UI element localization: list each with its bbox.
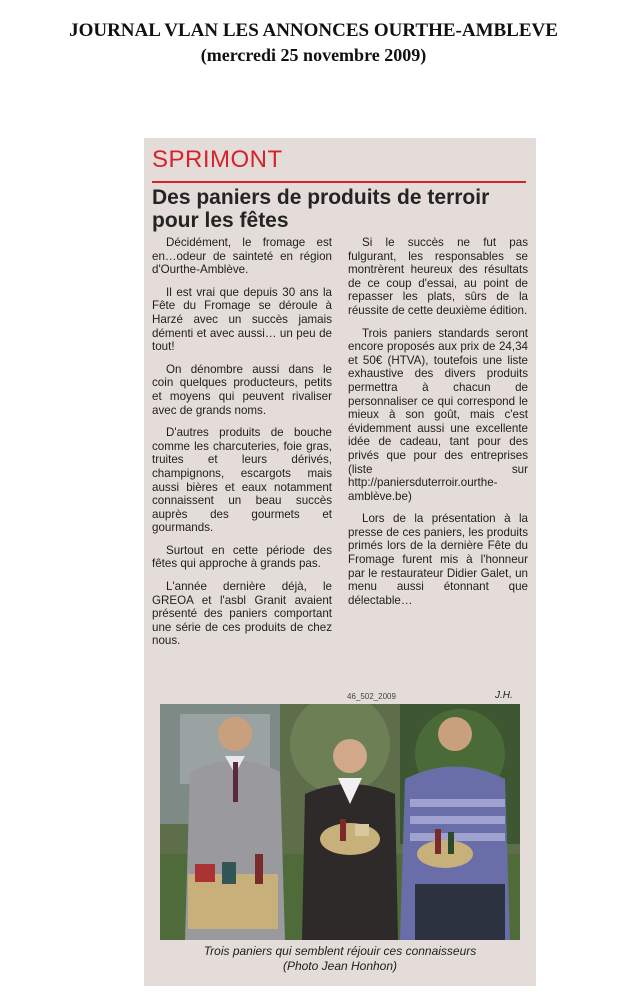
article-headline: Des paniers de produits de terroir pour les fêtes xyxy=(152,186,490,232)
article-column-left xyxy=(152,236,332,708)
photo-caption: Trois paniers qui semblent réjouir ces connaisseurs xyxy=(203,944,477,958)
paragraph: On dénombre aussi dans le coin quelques producteurs, petits et moyens qui peuvent rivaliser avec de grands noms. xyxy=(152,362,332,417)
article-body xyxy=(152,236,528,708)
paragraph: Il est vrai que depuis 30 ans la Fête du Fromage se déroule à Harzé avec un succès jamais démenti et avec aussi… un peu de tout! xyxy=(152,285,332,354)
paragraph: Lors de la présentation à la presse de ces paniers, les produits primés lors de la dernière Fête du Fromage furent mis à l'honneur par le restaurateur Didier Galet, un menu aussi étonnant que délectable… xyxy=(348,512,528,607)
article-photo xyxy=(160,704,520,940)
paragraph: D'autres produits de bouche comme les charcuteries, foie gras, truites et leurs dérivés, champignons, escargots mais aussi bières et eaux notamment connaissent un beau succès auprès des gourmets et gourmands. xyxy=(152,426,332,535)
paragraph: Si le succès ne fut pas fulgurant, les responsables se montrèrent heureux des résultats de ce coup d'essai, au point de repasser les plats, sûrs de la réussite de cette deuxième édition. xyxy=(348,236,528,317)
photo-credit: (Photo Jean Honhon) xyxy=(282,959,398,973)
section-label: SPRIMONT xyxy=(152,146,283,173)
article-column-right xyxy=(348,236,528,708)
newspaper-clipping xyxy=(144,138,536,986)
paragraph: Décidément, le fromage est en…odeur de sainteté en région d'Ourthe-Amblève. xyxy=(152,236,332,277)
journal-title: JOURNAL VLAN LES ANNONCES OURTHE-AMBLEVE xyxy=(69,20,558,41)
paragraph: Trois paniers standards seront encore proposés aux prix de 24,34 et 50€ (HTVA), toutefois une liste exhaustive des divers produits permettra à chacun de personnaliser ce qui correspond le mieux à son goût, mais c'est évidemment aussi une excellente idée de cadeau, tant pour des privés que pour des entreprises (liste sur http://paniersduterroir.ourthe-amblève.be) xyxy=(348,326,528,503)
author-signature: J.H. xyxy=(495,690,513,701)
section-rule xyxy=(152,181,526,183)
paragraph: L'année dernière déjà, le GREOA et l'asbl Granit avaient présenté des paniers comportant une série de ces produits de chez nous. xyxy=(152,580,332,648)
paragraph: Surtout en cette période des fêtes qui approche à grands pas. xyxy=(152,543,332,571)
publication-date: (mercredi 25 novembre 2009) xyxy=(200,45,427,65)
reference-code: 46_502_2009 xyxy=(347,692,396,701)
